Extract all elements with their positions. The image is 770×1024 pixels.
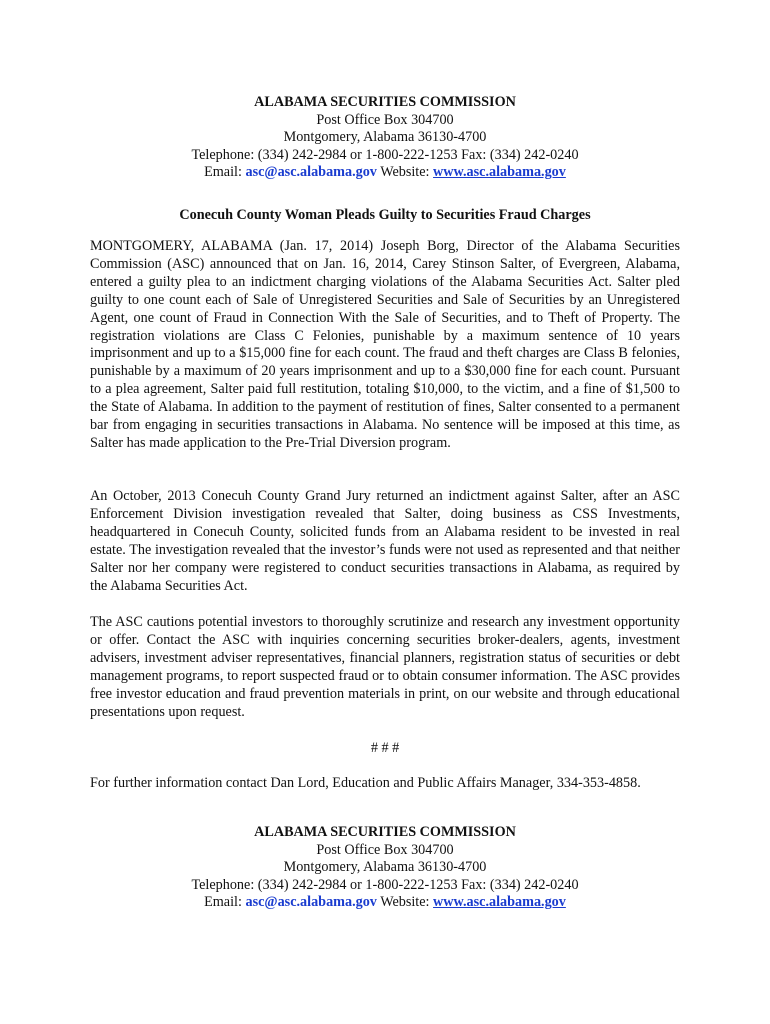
email-label-footer: Email: <box>204 894 242 911</box>
contact-line: For further information contact Dan Lord, Education and Public Affairs Manager, 334-353-4858. <box>90 775 641 791</box>
website-link-footer[interactable]: www.asc.alabama.gov <box>433 894 566 911</box>
website-label: Website: <box>380 164 430 181</box>
city-address-footer: Montgomery, Alabama 36130-4700 <box>283 859 487 876</box>
email-website-line <box>60 164 710 182</box>
email-label: Email: <box>204 164 242 181</box>
po-box-footer: Post Office Box 304700 <box>316 841 454 858</box>
organization-name: ALABAMA SECURITIES COMMISSION <box>254 94 516 110</box>
email-link[interactable]: asc@asc.alabama.gov <box>245 164 377 181</box>
phone-line: Telephone: (334) 242-2984 or 1-800-222-1253 Fax: (334) 242-0240 <box>191 146 579 163</box>
city-address: Montgomery, Alabama 36130-4700 <box>283 129 487 146</box>
website-link[interactable]: www.asc.alabama.gov <box>433 164 566 181</box>
email-website-line-footer <box>60 894 710 912</box>
letterhead-top <box>60 94 710 182</box>
organization-name-footer: ALABAMA SECURITIES COMMISSION <box>254 824 516 840</box>
paragraph-1: MONTGOMERY, ALABAMA (Jan. 17, 2014) Joseph Borg, Director of the Alabama Securities Commission (ASC) announced that on Jan. 16, 2014, Carey Stinson Salter, of Evergreen, Alabama, entered a guilty plea to an indictment charging violations of the Alabama Securities Act. Salter pled guilty to one count each of Sale of Unregistered Securities and Sale of Securities by an Unregistered Agent, one count of Fraud in Connection With the Sale of Securities, and to Theft of Property. The registration violations are Class C Felonies, punishable by a maximum sentence of 10 years imprisonment and up to a $15,000 fine for each count. The fraud and theft charges are Class B felonies, punishable by a maximum of 20 years imprisonment and up to a $30,000 fine for each count. Pursuant to a plea agreement, Salter paid full restitution, totaling $10,000, to the victim, and a fine of $1,500 to the State of Alabama. In addition to the payment of restitution of fines, Salter consented to a permanent bar from engaging in securities transactions in Alabama. No sentence will be imposed at this time, as Salter has made application to the Pre-Trial Diversion program. <box>90 238 680 451</box>
paragraph-2: An October, 2013 Conecuh County Grand Jury returned an indictment against Salter, after an ASC Enforcement Division investigation revealed that Salter, doing business as CSS Investments, headquartered in Conecuh County, solicited funds from an Alabama resident to be invested in real estate. The investigation revealed that the investor’s funds were not used as represented and that neither Salter nor her company were registered to conduct securities transactions in Alabama, as required by the Alabama Securities Act. <box>90 488 680 594</box>
headline: Conecuh County Woman Pleads Guilty to Securities Fraud Charges <box>179 207 591 223</box>
end-marker: # # # <box>370 740 400 756</box>
email-link-footer[interactable]: asc@asc.alabama.gov <box>245 894 377 911</box>
letterhead-bottom <box>60 824 710 912</box>
website-label-footer: Website: <box>380 894 430 911</box>
po-box: Post Office Box 304700 <box>316 111 454 128</box>
paragraph-3: The ASC cautions potential investors to thoroughly scrutinize and research any investment opportunity or offer. Contact the ASC with inquiries concerning securities broker-dealers, agents, investment advisers, investment adviser representatives, financial planners, registration status of securities or debt management programs, to report suspected fraud or to obtain consumer information. The ASC provides free investor education and fraud prevention materials in print, on our website and through educational presentations upon request. <box>90 614 680 720</box>
phone-line-footer: Telephone: (334) 242-2984 or 1-800-222-1253 Fax: (334) 242-0240 <box>191 876 579 893</box>
